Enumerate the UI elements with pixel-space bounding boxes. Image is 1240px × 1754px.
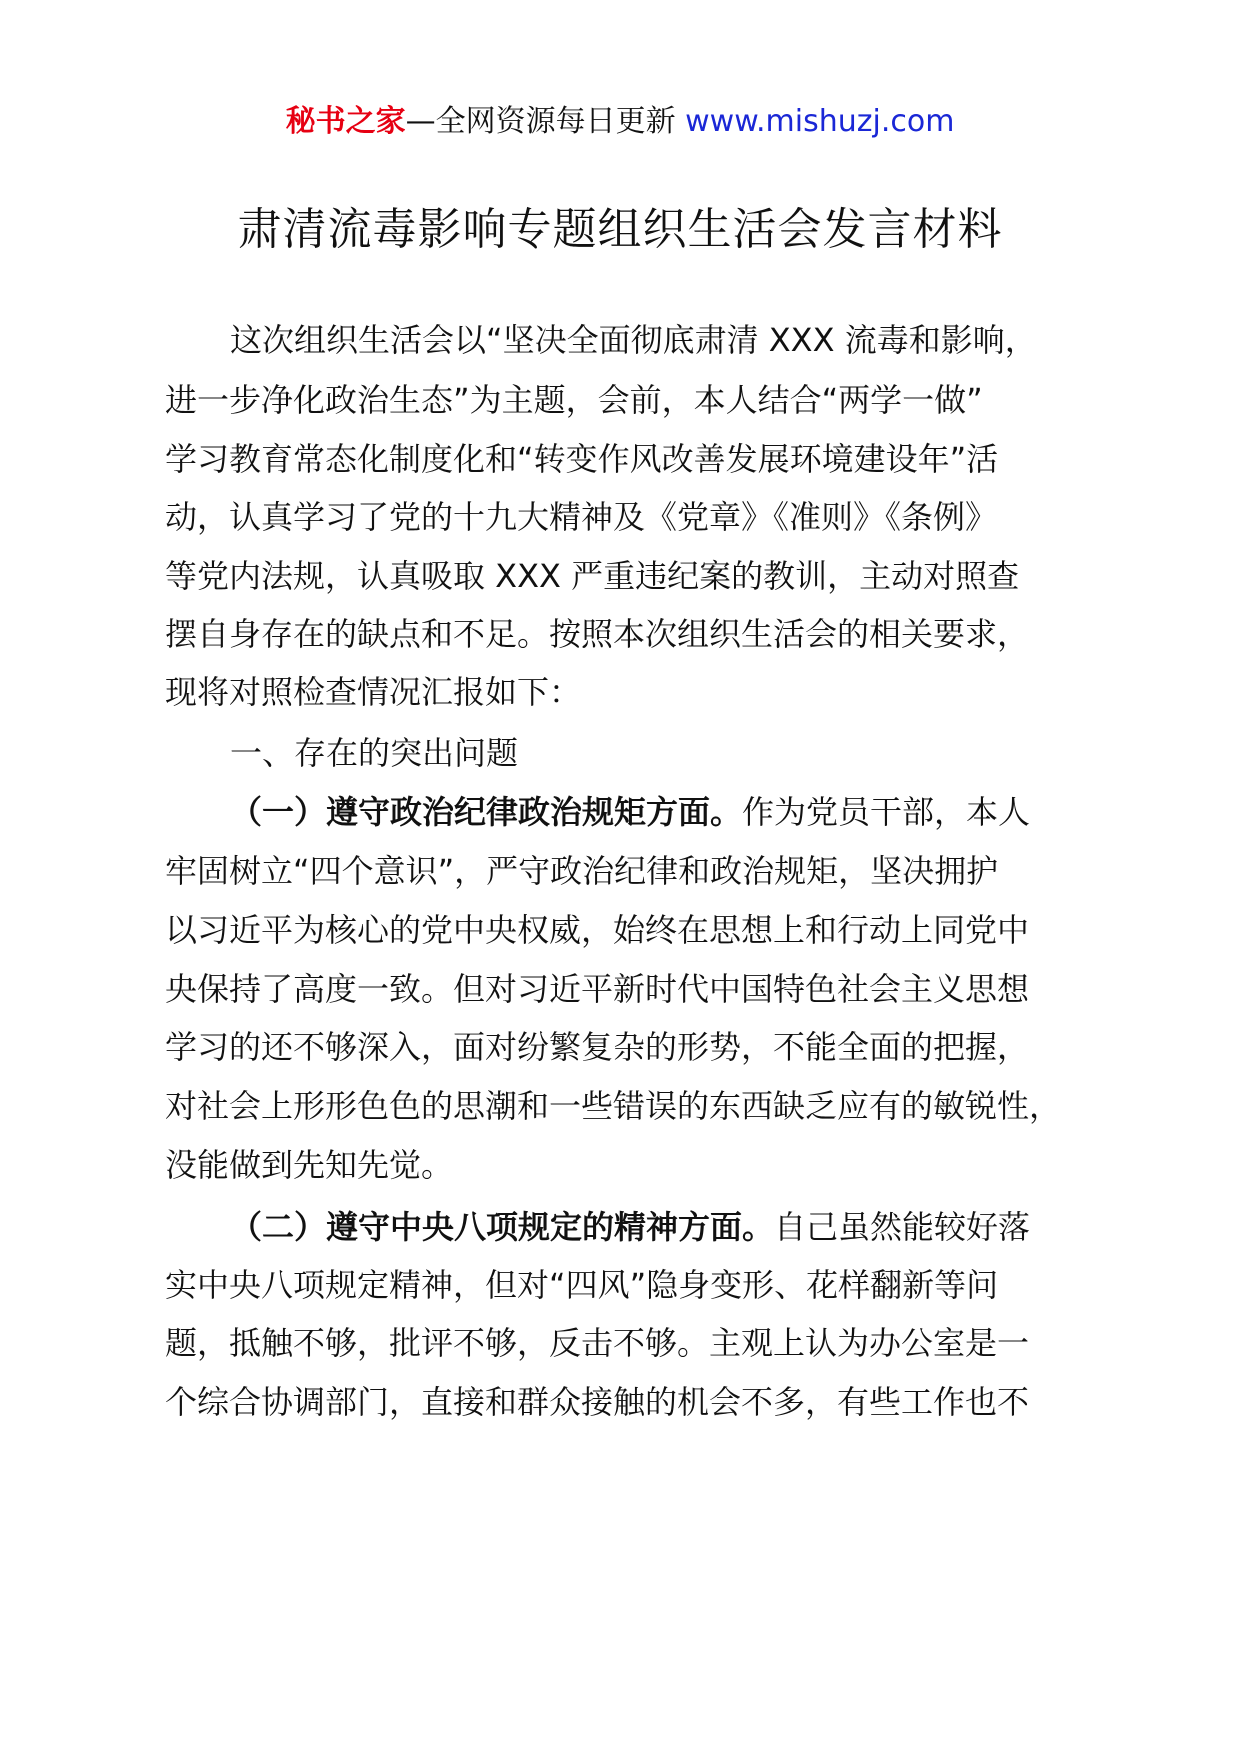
line-text: 等党内法规，认真吸取 XXX 严重违纪案的教训，主动对照查 xyxy=(165,557,1020,595)
line-text: 对社会上形形色色的思潮和一些错误的东西缺乏应有的敏锐性， xyxy=(165,1087,1062,1125)
body-text-line xyxy=(165,849,998,893)
line-text: 学习的还不够深入，面对纷繁复杂的形势，不能全面的把握， xyxy=(165,1028,1030,1066)
body-text-line xyxy=(165,908,1029,952)
line-text: 进一步净化政治生态”为主题，会前，本人结合“两学一做” xyxy=(165,381,983,419)
body-text-line xyxy=(165,1143,453,1187)
body-text-line xyxy=(165,554,1019,598)
body-text-line xyxy=(230,318,1037,362)
section-heading: （二）遵守中央八项规定的精神方面。 xyxy=(230,1208,775,1246)
section-heading-line xyxy=(230,790,1030,834)
body-text-line xyxy=(165,437,998,481)
body-text-line xyxy=(165,1380,1029,1424)
section-heading-line xyxy=(230,1205,1030,1249)
line-text: 一、存在的突出问题 xyxy=(230,734,519,772)
brand-name: 秘书之家 xyxy=(285,104,406,139)
line-text: 作为党员干部，本人 xyxy=(742,793,1031,831)
line-text: 动，认真学习了党的十九大精神及《党章》《准则》《条例》 xyxy=(165,498,998,536)
line-text: 这次组织生活会以“坚决全面彻底肃清 XXX 流毒和影响， xyxy=(230,321,1037,359)
document-title: 肃清流毒影响专题组织生活会发言材料 xyxy=(237,204,1003,255)
body-text-line xyxy=(165,495,997,539)
line-text: 学习教育常态化制度化和“转变作风改善发展环境建设年”活 xyxy=(165,440,999,478)
header-tagline: —全网资源每日更新 xyxy=(405,104,686,139)
body-text-line xyxy=(165,1084,1061,1128)
body-text-line xyxy=(165,1025,1029,1069)
line-text: 牢固树立“四个意识”，严守政治纪律和政治规矩，坚决拥护 xyxy=(165,852,999,890)
line-text: 没能做到先知先觉。 xyxy=(165,1146,454,1184)
body-text-line xyxy=(165,378,983,422)
site-header xyxy=(0,102,1240,142)
line-text: 题，抵触不够，批评不够，反击不够。主观上认为办公室是一 xyxy=(165,1324,1030,1362)
body-text-line xyxy=(165,612,1029,656)
line-text: 以习近平为核心的党中央权威，始终在思想上和行动上同党中 xyxy=(165,911,1030,949)
line-text: 央保持了高度一致。但对习近平新时代中国特色社会主义思想 xyxy=(165,970,1030,1008)
line-text: 自己虽然能较好落 xyxy=(774,1208,1031,1246)
line-text: 现将对照检查情况汇报如下： xyxy=(165,673,582,711)
line-text: 摆自身存在的缺点和不足。按照本次组织生活会的相关要求， xyxy=(165,615,1030,653)
line-text: 实中央八项规定精神，但对“四风”隐身变形、花样翻新等问 xyxy=(165,1266,999,1304)
body-text-line xyxy=(230,731,518,775)
line-text: 个综合协调部门，直接和群众接触的机会不多，有些工作也不 xyxy=(165,1383,1030,1421)
section-heading: （一）遵守政治纪律政治规矩方面。 xyxy=(230,793,743,831)
body-text-line xyxy=(165,1263,998,1307)
body-text-line xyxy=(165,967,1029,1011)
site-url-link[interactable]: www.mishuzj.com xyxy=(685,104,955,139)
body-text-line xyxy=(165,1321,1029,1365)
body-text-line xyxy=(165,670,581,714)
